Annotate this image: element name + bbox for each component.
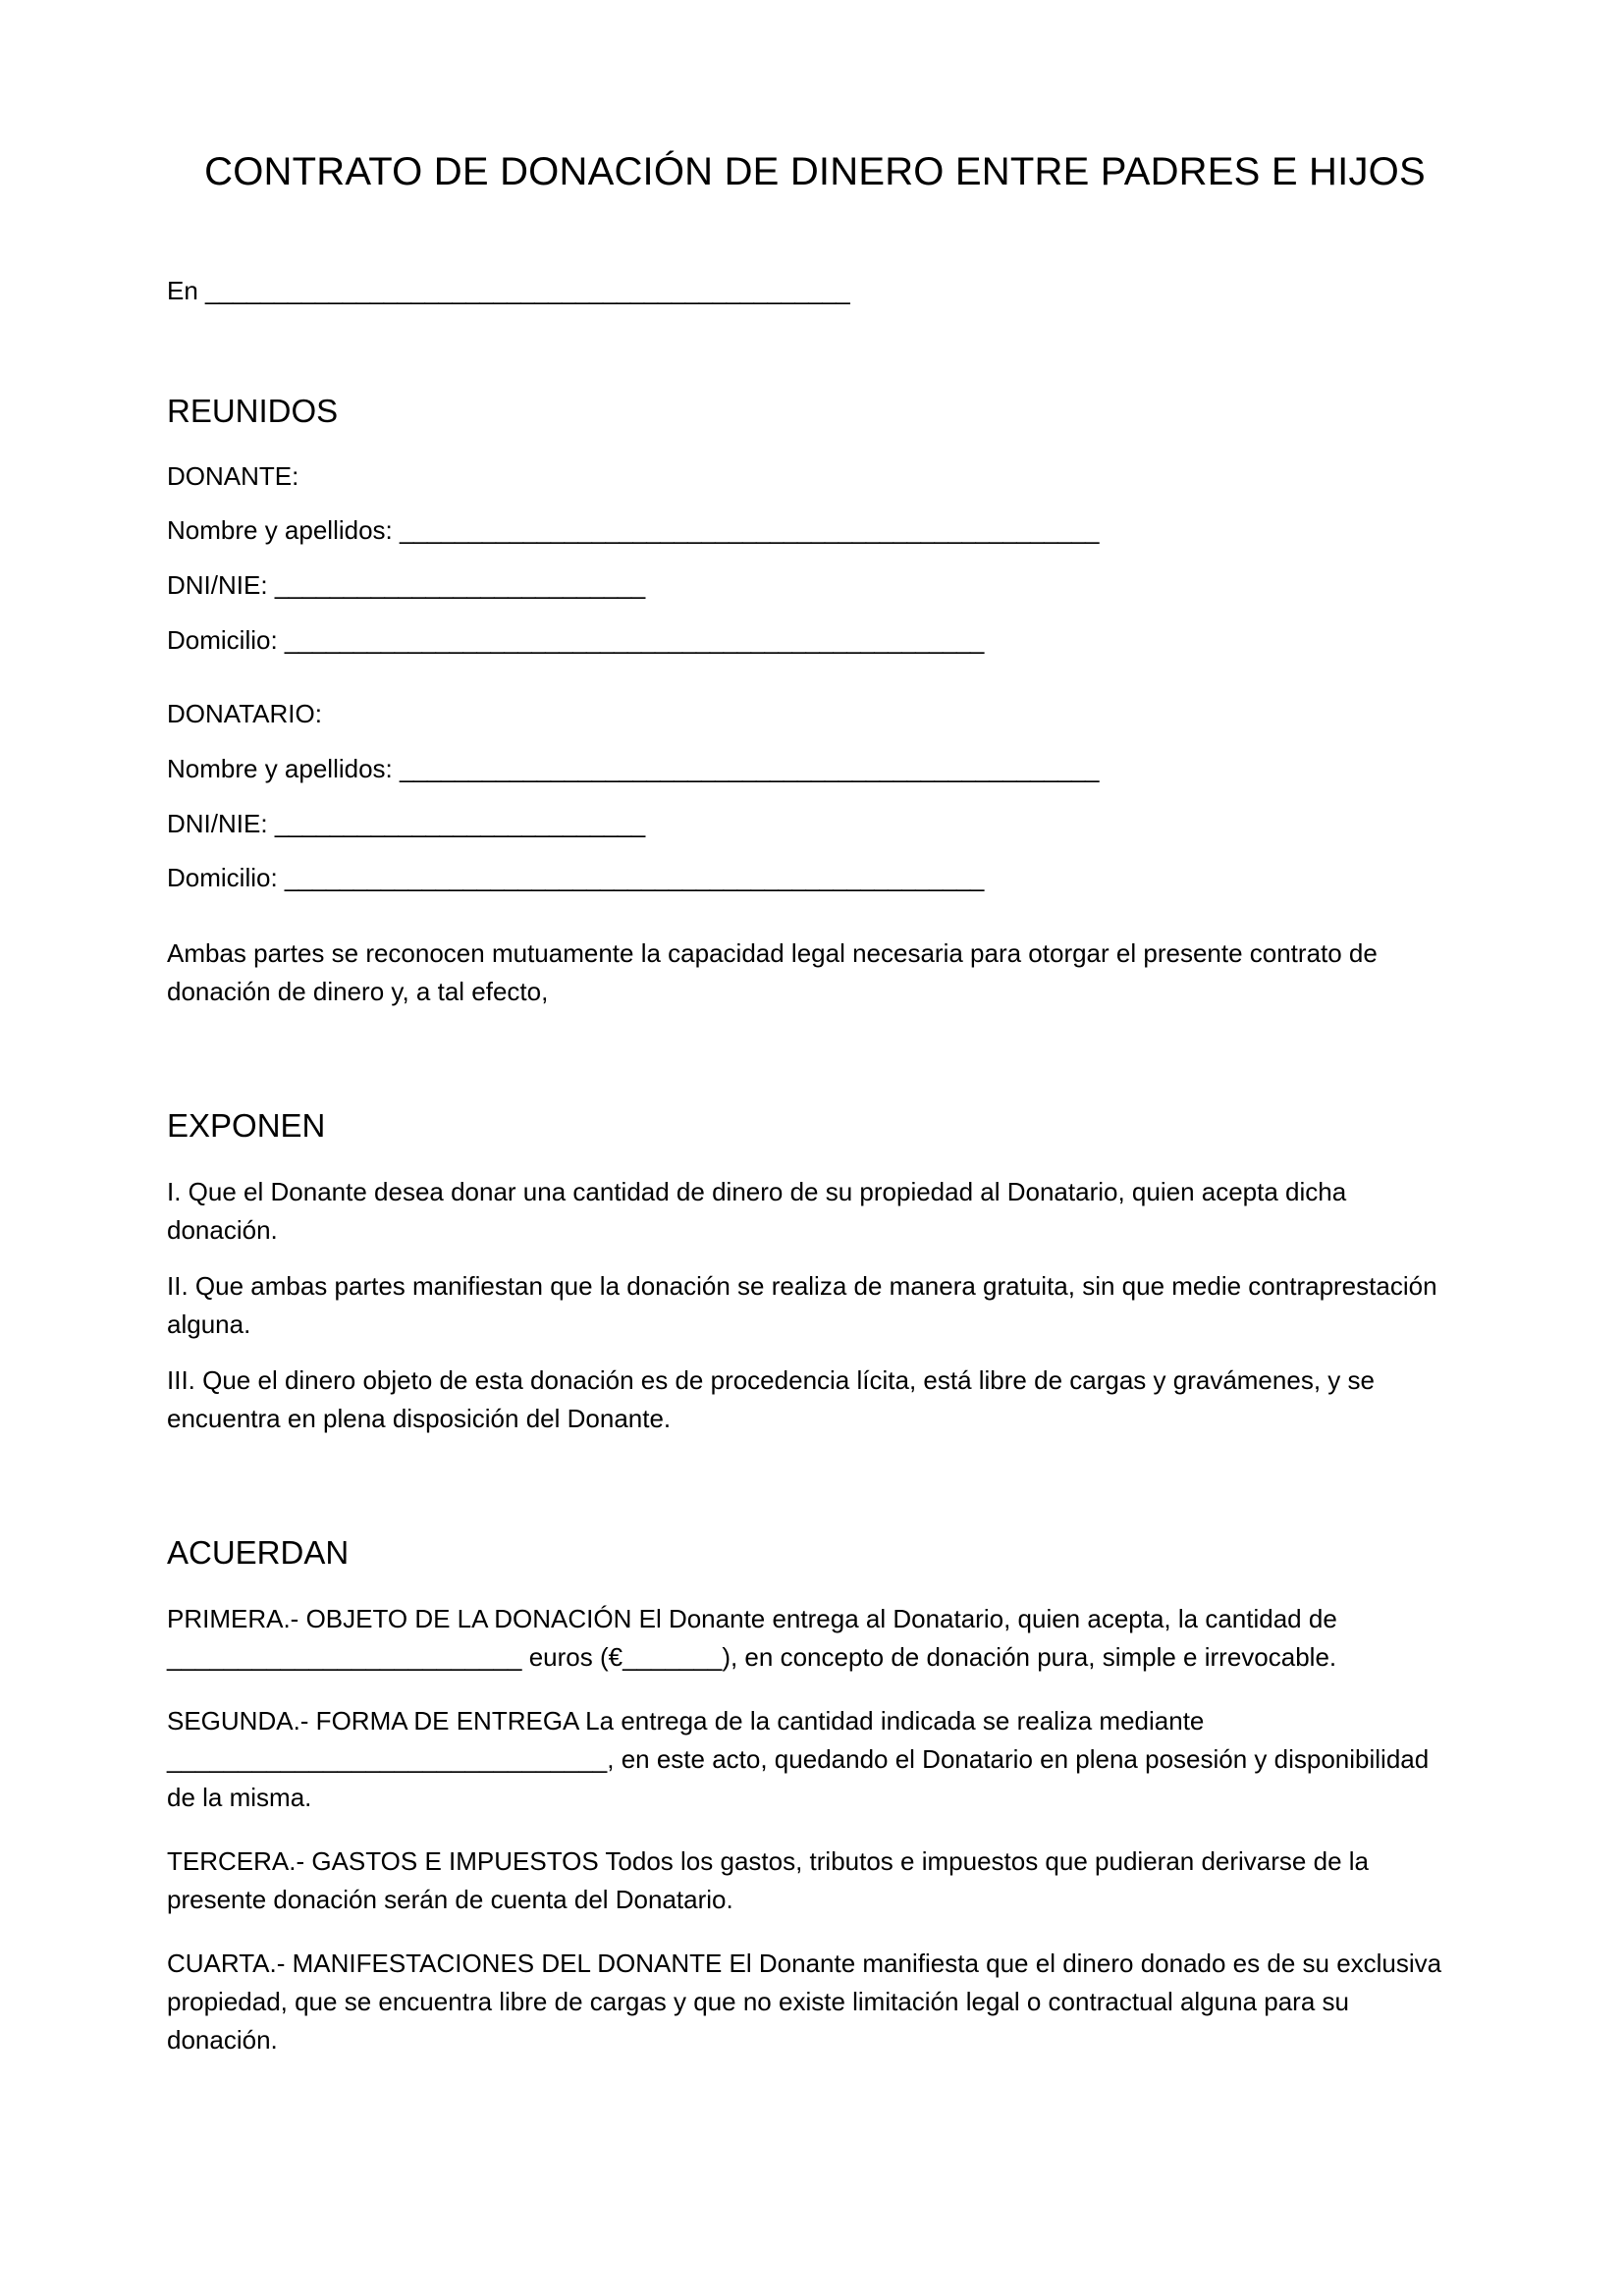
field-label: DNI/NIE: bbox=[167, 569, 268, 600]
exponen-item-i: I. Que el Donante desea donar una cantidad de dinero de su propiedad al Donatario, quien acepta dicha donación. bbox=[167, 1176, 1347, 1245]
field-blank[interactable]: ___________________________________________________ bbox=[400, 515, 1099, 546]
place-line bbox=[167, 273, 1463, 310]
section-heading-acuerdan: ACUERDAN bbox=[167, 1533, 350, 1571]
field-label: Domicilio: bbox=[167, 624, 278, 655]
section-heading-exponen: EXPONEN bbox=[167, 1107, 326, 1145]
clause-primera: PRIMERA.- OBJETO DE LA DONACIÓN El Donante entrega al Donatario, quien acepta, la cantidad de _________________________ euros (€_______), en concepto de donación pura, simple e irrevocable. bbox=[167, 1603, 1337, 1672]
field-blank[interactable]: ___________________________ bbox=[274, 808, 645, 838]
donante-dni-field bbox=[167, 567, 1463, 605]
exponen-item-iii: III. Que el dinero objeto de esta donación es de procedencia lícita, está libre de cargas y gravámenes, y se encuentra en plena disposición del Donante. bbox=[167, 1364, 1375, 1433]
reunidos-closing-paragraph: Ambas partes se reconocen mutuamente la capacidad legal necesaria para otorgar el presente contrato de donación de dinero y, a tal efecto, bbox=[167, 938, 1378, 1007]
donatario-domicilio-field bbox=[167, 860, 1463, 897]
field-blank[interactable]: ___________________________________________________ bbox=[400, 754, 1099, 784]
donante-domicilio-field bbox=[167, 622, 1463, 660]
field-blank[interactable]: ___________________________ bbox=[274, 569, 645, 600]
exponen-item-ii: II. Que ambas partes manifiestan que la donación se realiza de manera gratuita, sin que medie contraprestación alguna. bbox=[167, 1270, 1437, 1339]
field-label: Nombre y apellidos: bbox=[167, 515, 393, 546]
page-title: CONTRATO DE DONACIÓN DE DINERO ENTRE PADRES E HIJOS bbox=[204, 150, 1426, 193]
donante-nombre-field bbox=[167, 512, 1463, 550]
document-body bbox=[167, 0, 1463, 2059]
field-blank[interactable]: ___________________________________________________ bbox=[284, 624, 984, 655]
field-label: DNI/NIE: bbox=[167, 808, 268, 838]
donante-role-label: DONANTE: bbox=[167, 460, 299, 491]
field-blank[interactable]: ___________________________________________________ bbox=[284, 863, 984, 893]
section-heading-reunidos: REUNIDOS bbox=[167, 392, 339, 429]
clause-tercera: TERCERA.- GASTOS E IMPUESTOS Todos los gastos, tributos e impuestos que pudieran derivarse de la presente donación serán de cuenta del Donatario. bbox=[167, 1845, 1369, 1914]
clause-segunda: SEGUNDA.- FORMA DE ENTREGA La entrega de la cantidad indicada se realiza mediante _______________________________, en este acto, quedando el Donatario en plena posesión y disponibilidad de la misma. bbox=[167, 1705, 1430, 1812]
donatario-nombre-field bbox=[167, 751, 1463, 788]
field-label: Domicilio: bbox=[167, 863, 278, 893]
place-blank[interactable]: _______________________________________________ bbox=[205, 276, 850, 305]
donatario-dni-field bbox=[167, 806, 1463, 843]
place-label: En bbox=[167, 276, 198, 305]
clause-cuarta: CUARTA.- MANIFESTACIONES DEL DONANTE El Donante manifiesta que el dinero donado es de su exclusiva propiedad, que se encuentra libre de cargas y que no existe limitación legal o contractual alguna para su donación. bbox=[167, 1948, 1442, 2055]
donatario-role-label: DONATARIO: bbox=[167, 699, 322, 729]
field-label: Nombre y apellidos: bbox=[167, 754, 393, 784]
